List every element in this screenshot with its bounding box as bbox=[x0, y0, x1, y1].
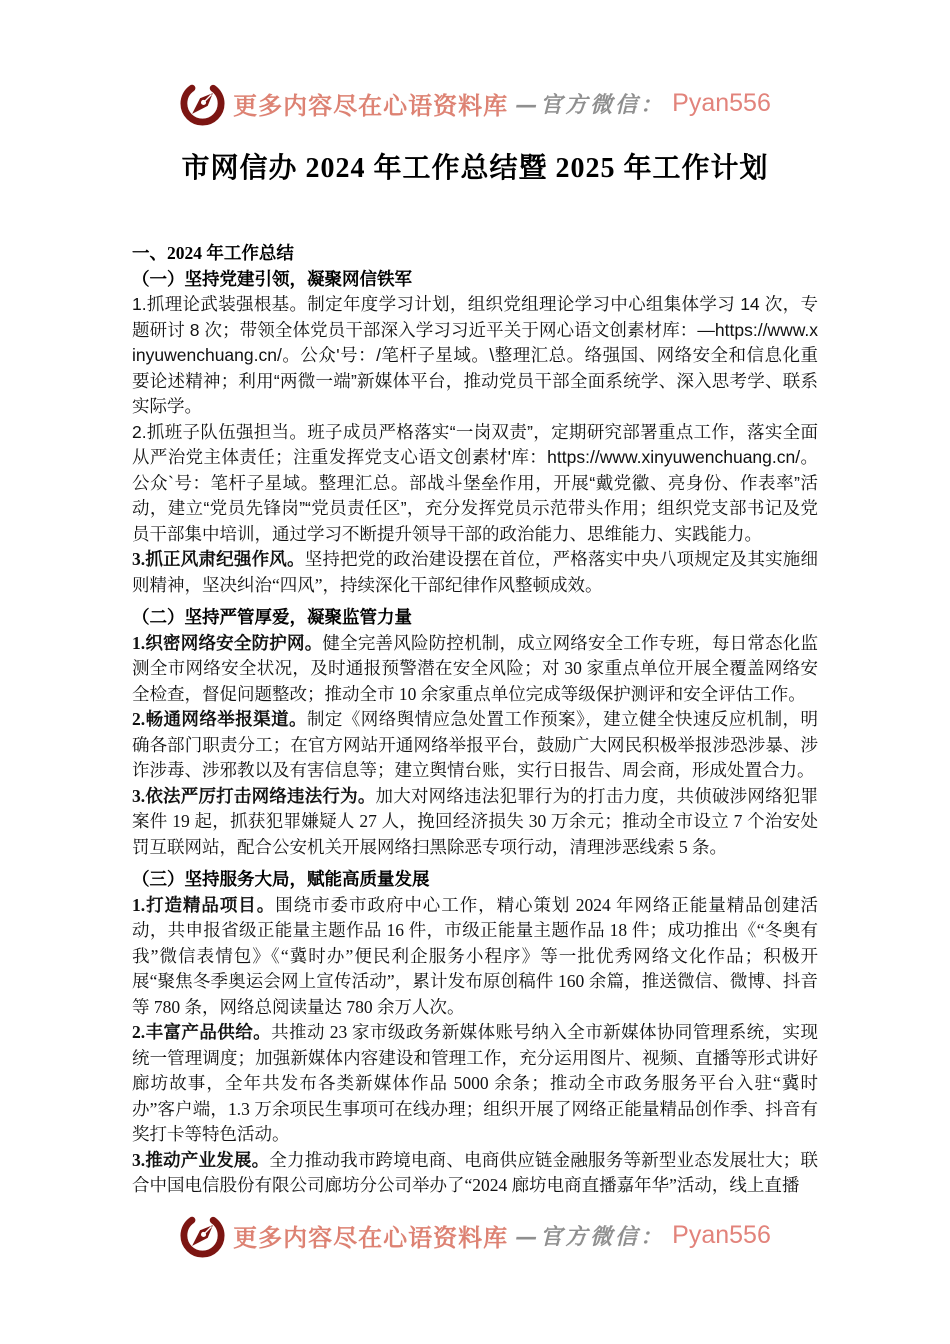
footer-watermark bbox=[0, 1212, 950, 1259]
paragraph-industry-development bbox=[132, 1148, 818, 1199]
subsection-heading-development: （三）坚持服务大局，赋能高质量发展 bbox=[132, 869, 430, 889]
paragraph-text: 1.抓理论武装强根基。制定年度学习计划，组织党组理论学习中心组集体学习 14 次，专题研讨 8 次；带领全体党员干部深入学习习近平关于网心语文创素材库：—https://www.xinyuwenchuang.cn/。公众'号：/笔杆子星域。\整理汇总。络强国、网络安全和信息化重要论述精神；利用“两微一端”新媒体平台，推动党员干部全面系统学、深入思考学、联系实际学。 bbox=[132, 294, 818, 416]
watermark-text: 更多内容尽在心语资料库 bbox=[233, 1226, 509, 1252]
paragraph-text: 加大对网络违法犯罪行为的打击力度，共侦破涉网络犯罪案件 19 起，抓获犯罪嫌疑人 27 人，挽回经济损失 30 万余元；推动全市设立 7 个治安处罚互联网站，配合公安机关开展网络扫黑除恶专项行动，清理涉恶线索 5 条。 bbox=[132, 785, 819, 857]
document-body bbox=[132, 241, 818, 1199]
watermark-text: 更多内容尽在心语资料库 bbox=[233, 94, 509, 120]
paragraph-text: 制定《网络舆情应急处置工作预案》，建立健全快速反应机制，明确各部门职责分工；在官方网站开通网络举报平台，鼓励广大网民积极举报涉恐涉暴、涉诈涉毒、涉邪教以及有害信息等；建立舆情台账，实行日报告、周会商，形成处置合力。 bbox=[132, 709, 818, 780]
document-title: 市网信办 2024 年工作总结暨 2025 年工作计划 bbox=[181, 153, 769, 184]
header-watermark bbox=[0, 80, 950, 127]
paragraph-text: 全力推动我市跨境电商、电商供应链金融服务等新型业态发展壮大；联合中国电信股份有限公司廊坊分公司举办了“2024 廊坊电商直播嘉年华”活动，线上直播 bbox=[132, 1149, 819, 1195]
paragraph-lead: 3.推动产业发展。 bbox=[132, 1149, 270, 1170]
pen-seal-icon bbox=[179, 80, 226, 127]
paragraph-text: 围绕市委市政府中心工作，精心策划 2024 年网络正能量精品创建活动，共申报省级正能量主题作品 16 件，市级正能量主题作品 18 件；成功推出《“冬奥有我”微信表情包》《“冀时办”便民利企服务小程序》等一批优秀网络文化作品；积极开展“聚焦冬季奥运会网上宣传活动”，累计发布原创稿件 160 余篇，推送微信、微博、抖音等 780 条，网络总阅读量达 780 余万人次。 bbox=[132, 894, 819, 1017]
paragraph-work-style bbox=[132, 547, 818, 598]
subsection-heading-party-building: （一）坚持党建引领，凝聚网信铁军 bbox=[132, 268, 412, 289]
paragraph-lead: 3.抓正风肃纪强作风。 bbox=[132, 549, 305, 569]
subsection-heading-supervision: （二）坚持严管厚爱，凝聚监管力量 bbox=[132, 607, 412, 627]
paragraph-text: 共推动 23 家市级政务新媒体账号纳入全市新媒体协同管理系统，实现统一管理调度；加强新媒体内容建设和管理工作，充分运用图片、视频、直播等形式讲好廊坊故事，全年共发布各类新媒体作品 5000 余条；推动全市政务服务平台入驻“冀时办”客户端，1.3 万余项民生事项可在线办理；组织开展了网络正能量精品创作季、抖音有奖打卡等特色活动。 bbox=[132, 1022, 818, 1144]
watermark-script-text: —官方微信： bbox=[515, 1224, 666, 1250]
pen-seal-icon bbox=[179, 1212, 226, 1259]
paragraph-text: 健全完善风险防控机制，成立网络安全工作专班，每日常态化监测全市网络安全状况，及时通报预警潜在安全风险；对 30 家重点单位开展全覆盖网络安全检查，督促问题整改；推动全市 10 余家重点单位完成等级保护测评和安全评估工作。 bbox=[132, 632, 818, 704]
paragraph-lead: 2.丰富产品供给。 bbox=[132, 1022, 272, 1042]
paragraph-leadership-team bbox=[132, 420, 818, 548]
paragraph-report-channels bbox=[132, 707, 818, 784]
paragraph-quality-projects bbox=[132, 893, 818, 1021]
paragraph-security-network bbox=[132, 631, 818, 708]
paragraph-theory-arming bbox=[132, 292, 818, 420]
paragraph-product-supply bbox=[132, 1020, 818, 1148]
watermark-wechat-id: Pyan556 bbox=[672, 89, 771, 117]
paragraph-lead: 2.畅通网络举报渠道。 bbox=[132, 709, 307, 729]
paragraph-lead: 1.织密网络安全防护网。 bbox=[132, 632, 323, 653]
paragraph-lead: 1.打造精品项目。 bbox=[132, 894, 276, 915]
watermark-wechat-id: Pyan556 bbox=[672, 1221, 771, 1249]
watermark-script-text: —官方微信： bbox=[515, 92, 666, 118]
paragraph-text: 2.抓班子队伍强担当。班子成员严格落实“一岗双责”，定期研究部署重点工作，落实全面从严治党主体责任；注重发挥党支心语文创素材'库：https://www.xinyuwenchuang.cn/。公众`号：笔杆子星域。整理汇总。部战斗堡垒作用，开展“戴党徽、亮身份、作表率”活动，建立“党员先锋岗”“党员责任区”，充分发挥党员示范带头作用；组织党支部书记及党员干部集中培训，通过学习不断提升领导干部的政治能力、思维能力、实践能力。 bbox=[132, 421, 818, 544]
paragraph-crackdown-illegal bbox=[132, 784, 818, 861]
section-heading-2024-summary: 一、2024 年工作总结 bbox=[132, 243, 294, 263]
paragraph-text: 坚持把党的政治建设摆在首位，严格落实中央八项规定及其实施细则精神，坚决纠治“四风”，持续深化干部纪律作风整顿成效。 bbox=[132, 549, 819, 595]
paragraph-lead: 3.依法严厉打击网络违法行为。 bbox=[132, 785, 376, 806]
